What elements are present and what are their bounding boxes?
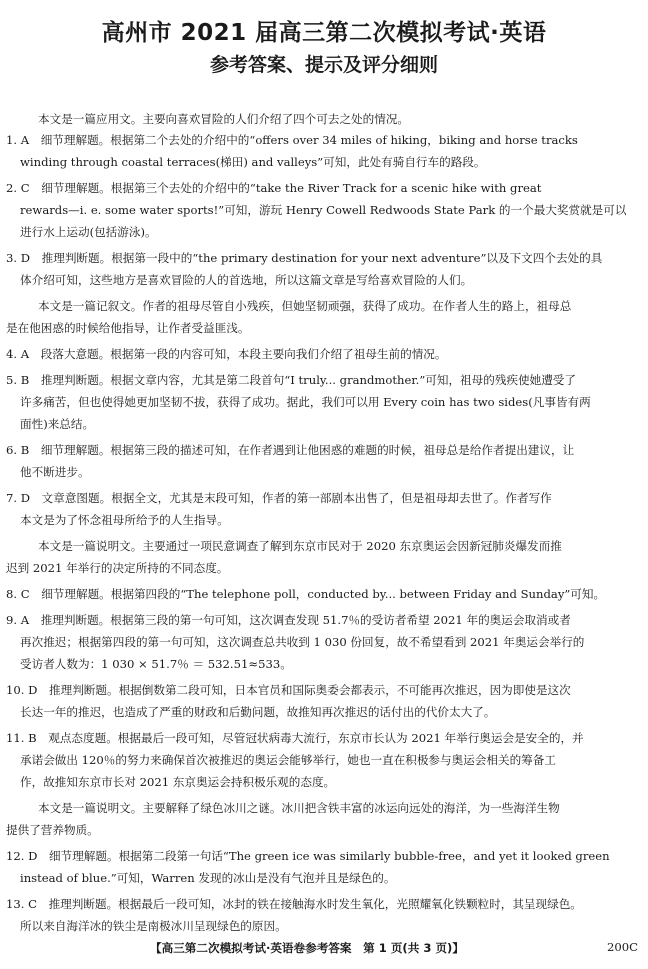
answer-4-line-1: 4. A 段落大意题。根据第一段的内容可知，本段主要向我们介绍了祖母生前的情况。 [6,347,447,361]
answer-5-line-3: 面性)来总结。 [20,417,95,431]
answer-13-line-2: 所以来自海洋冰的铁尘是南极冰川呈现绿色的原因。 [20,919,287,933]
answer-11-line-1: 11. B 观点态度题。根据最后一段可知，尽管冠状病毒大流行，东京市长认为 2021 年举行奥运会是安全的，并 [6,731,584,745]
answer-7-line-1: 7. D 文章意图题。根据全文，尤其是末段可知，作者的第一部剧本出售了，但是祖母却去世了。作者写作 [6,491,552,505]
answer-2-line-1: 2. C 细节理解题。根据第三个去处的介绍中的“take the River Track for a scenic hike with great [6,181,542,195]
document-title: 高州市 2021 届高三第二次模拟考试·英语 [101,20,547,46]
document-subtitle: 参考答案、提示及评分细则 [209,54,438,76]
page-footer-label: 【高三第二次模拟考试·英语卷参考答案 第 1 页(共 3 页)】 [150,941,464,955]
answer-13-line-1: 13. C 推理判断题。根据最后一段可知，冰封的铁在接触海水时发生氧化，光照耀氧化铁颗粒时，其呈现绿色。 [6,897,582,911]
passage-d-intro-line-1: 本文是一篇说明文。主要解释了绿色冰川之谜。冰川把含铁丰富的冰运向远处的海洋，为一些海洋生物 [38,801,560,815]
answer-5-line-1: 5. B 推理判断题。根据文章内容，尤其是第二段首句“I truly... grandmother.”可知，祖母的残疾使她遭受了 [6,373,576,387]
passage-b-intro-line-1: 本文是一篇记叙文。作者的祖母尽管自小残疾，但她坚韧顽强，获得了成功。在作者人生的路上，祖母总 [38,299,572,313]
answer-6-line-2: 他不断进步。 [20,465,90,479]
answer-3-line-2: 体介绍可知，这些地方是喜欢冒险的人的首选地，所以这篇文章是写给喜欢冒险的人们。 [20,273,473,287]
answer-2-line-2: rewards—i. e. some water sports!”可知，游玩 Henry Cowell Redwoods State Park 的一个最大奖赏就是可以 [20,203,627,217]
passage-d-intro-line-2: 提供了营养物质。 [6,823,99,837]
answer-10-line-1: 10. D 推理判断题。根据倒数第二段可知，日本官员和国际奥委会都表示，不可能再次推迟，因为即使是这次 [6,683,571,697]
answer-11-line-3: 作，故推知东京市长对 2021 东京奥运会持积极乐观的态度。 [20,775,336,789]
answer-3-line-1: 3. D 推理判断题。根据第一段中的“the primary destination for your next adventure”以及下文四个去处的具 [6,251,603,265]
passage-c-intro-line-2: 迟到 2021 年举行的决定所持的不同态度。 [6,561,229,575]
answer-7-line-2: 本文是为了怀念祖母所给予的人生指导。 [20,513,229,527]
passage-c-intro-line-1: 本文是一篇说明文。主要通过一项民意调查了解到东京市民对于 2020 东京奥运会因新冠肺炎爆发而推 [38,539,562,553]
answer-6-line-1: 6. B 细节理解题。根据第三段的描述可知，在作者遇到让他困惑的难题的时候，祖母总是给作者提出建议，让 [6,443,575,457]
answer-1-line-1: 1. A 细节理解题。根据第二个去处的介绍中的“offers over 34 miles of hiking，biking and horse tracks [6,133,578,147]
answer-11-line-2: 承诺会做出 120％的努力来确保首次被推迟的奥运会能够举行，她也一直在积极参与奥运会相关的筹备工 [20,753,556,767]
answer-5-line-2: 许多痛苦，但也使得她更加坚韧不拔，获得了成功。据此，我们可以用 Every coin has two sides(凡事皆有两 [20,395,591,409]
answer-2-line-3: 进行水上运动(包括游泳)。 [20,225,157,239]
answer-8-line-1: 8. C 细节理解题。根据第四段的“The telephone poll，conducted by... between Friday and Sunday”可知。 [6,587,606,601]
answer-12-line-2: instead of blue.”可知，Warren 发现的冰山是没有气泡并且是绿色的。 [20,871,396,885]
passage-b-intro-line-2: 是在他困惑的时候给他指导，让作者受益匪浅。 [6,321,250,335]
answer-12-line-1: 12. D 细节理解题。根据第二段第一句话“The green ice was similarly bubble-free，and yet it looked green [6,849,610,863]
page-footer-code: 200C [607,940,638,954]
answer-9-line-2: 再次推迟；根据第四段的第一句可知，这次调查总共收到 1 030 份回复，故不希望看到 2021 年奥运会举行的 [20,635,585,649]
answer-9-line-1: 9. A 推理判断题。根据第三段的第一句可知，这次调查发现 51.7％的受访者希望 2021 年的奥运会取消或者 [6,613,571,627]
passage-a-intro: 本文是一篇应用文。主要向喜欢冒险的人们介绍了四个可去之处的情况。 [38,112,410,126]
answer-10-line-2: 长达一年的推迟，也造成了严重的财政和后勤问题，故推知再次推迟的话付出的代价太大了。 [20,705,496,719]
answer-1-line-2: winding through coastal terraces(梯田) and valleys”可知，此处有骑自行车的路段。 [20,155,486,169]
answer-9-line-3: 受访者人数为：1 030 × 51.7％ ＝ 532.51≈533。 [20,657,292,671]
